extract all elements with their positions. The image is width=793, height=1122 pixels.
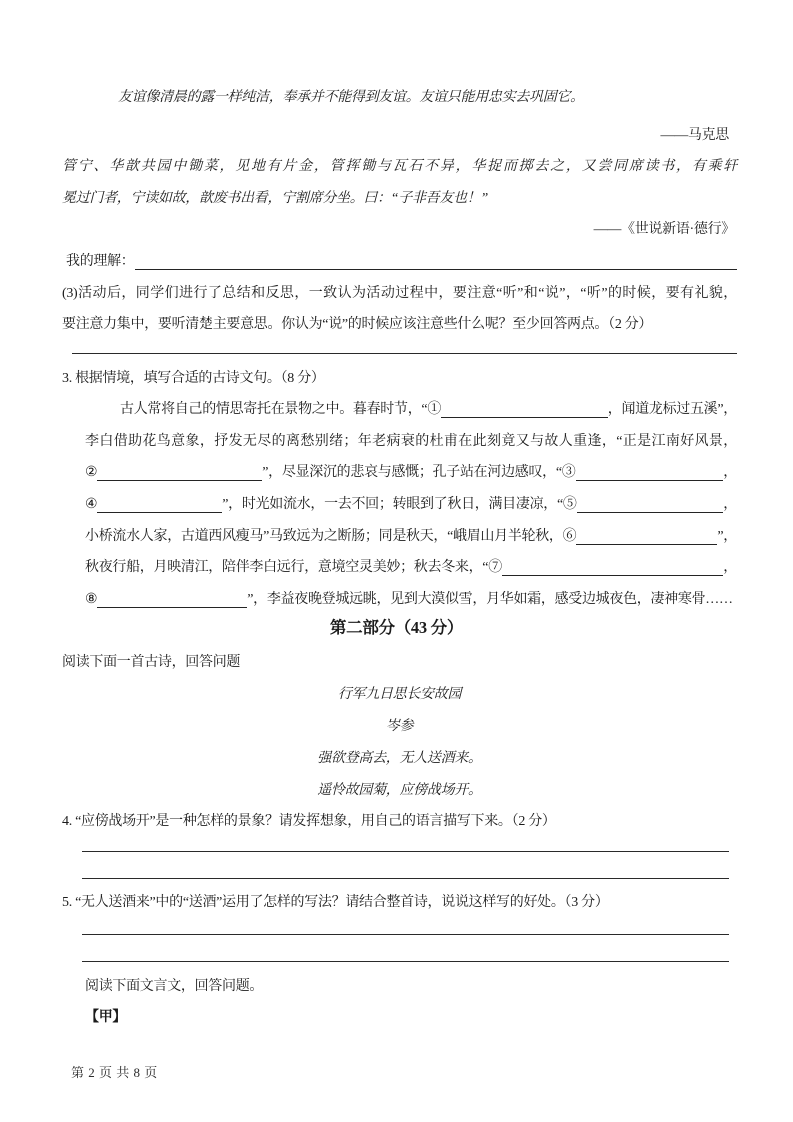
q3-line6-tail: ， <box>723 560 737 575</box>
understanding-label: 我的理解： <box>66 254 135 269</box>
understanding-blank <box>135 252 738 270</box>
poem-line-1: 强欲登高去，无人送酒来。 <box>317 751 482 766</box>
q3-line1-text: 古人常将自己的情思寄托在景物之中。暮春时节，“① <box>120 402 442 417</box>
fill-blank-5 <box>577 495 724 513</box>
poem-author: 岑参 <box>385 719 414 734</box>
question-5: 5. “无人送酒来”中的“送酒”运用了怎样的写法？请结合整首诗，说说这样写的好处。（3 分） <box>62 895 609 910</box>
q3-line6-text: 秋夜行船，月映清江，陪伴李白远行，意境空灵美妙；秋去冬来，“⑦ <box>85 560 502 575</box>
poem-title: 行军九日思长安故园 <box>337 687 462 702</box>
q3-line5 <box>85 527 737 547</box>
fill-blank-3 <box>576 463 724 481</box>
fill-blank-4 <box>97 495 222 513</box>
q3-line3-text: ”，尽显深沉的悲哀与感慨；孔子站在河边感叹，“③ <box>262 465 576 480</box>
guanning-passage-line1: 管宁、华歆共园中锄菜，见地有片金，管挥锄与瓦石不异，华捉而掷去之，又尝同席读书，有乘轩 <box>62 159 737 174</box>
q3-line7 <box>85 590 737 610</box>
answer-line <box>72 353 737 354</box>
q3-line4-text: ”，时光如流水，一去不回；转眼到了秋日，满目凄凉，“⑤ <box>222 497 577 512</box>
guanning-passage-line2: 冕过门者，宁读如故，歆废书出看，宁割席分坐。曰：“子非吾友也！” <box>62 191 488 206</box>
part2-heading: 第二部分（43 分） <box>329 618 464 637</box>
shishuo-attribution: ——《世说新语·德行》 <box>593 222 735 237</box>
answer-line <box>82 878 729 879</box>
activity-reflection-line1: (3)活动后，同学们进行了总结和反思，一致认为活动过程中，要注意“听”和“说”，“听”的时候，要有礼貌， <box>62 286 737 301</box>
fill-blank-1 <box>441 400 608 418</box>
q3-line4-num: ④ <box>85 497 98 512</box>
fill-blank-8 <box>97 590 247 608</box>
passage-jia-label: 【甲】 <box>85 1010 127 1025</box>
poem-line-2: 遥怜故园菊，应傍战场开。 <box>317 783 482 798</box>
q3-line3-tail: ， <box>723 465 737 480</box>
q3-line5-text: 小桥流水人家，古道西风瘦马”马致远为之断肠；同是秋天，“峨眉山月半轮秋，⑥ <box>85 529 577 544</box>
friendship-quote: 友谊像清晨的露一样纯洁，奉承并不能得到友谊。友谊只能用忠实去巩固它。 <box>118 90 584 105</box>
poem-intro: 阅读下面一首古诗，回答问题 <box>62 655 241 670</box>
q3-line7-num: ⑧ <box>85 592 98 607</box>
understanding-line <box>66 252 737 272</box>
q3-line4-tail: ， <box>723 497 737 512</box>
q3-line1-tail: ，闻道龙标过五溪”， <box>607 402 737 417</box>
q3-line3 <box>85 463 737 483</box>
wenyan-intro: 阅读下面文言文，回答问题。 <box>85 979 264 994</box>
answer-line <box>82 961 729 962</box>
marx-attribution: ——马克思 <box>660 128 729 143</box>
answer-line <box>82 934 729 935</box>
question-4: 4. “应傍战场开”是一种怎样的景象？请发挥想象，用自己的语言描写下来。（2 分） <box>62 814 556 829</box>
fill-blank-6 <box>576 527 717 545</box>
question-3-heading: 3. 根据情境，填写合适的古诗文句。（8 分） <box>62 371 325 386</box>
q3-line4 <box>85 495 737 515</box>
page-footer: 第 2 页 共 8 页 <box>71 1065 158 1080</box>
q3-line2: 李白借助花鸟意象，抒发无尽的离愁别绪；年老病衰的杜甫在此刻竟又与故人重逢，“正是江南好风景， <box>85 434 737 449</box>
fill-blank-7 <box>502 558 723 576</box>
q3-line5-tail: ”， <box>717 529 737 544</box>
q3-line6 <box>85 558 737 578</box>
q3-line3-num: ② <box>85 465 98 480</box>
q3-line7-text: ”，李益夜晚登城远眺，见到大漠似雪，月华如霜，感受边城夜色，凄神寒骨…… <box>247 592 733 607</box>
q3-line1 <box>120 400 737 420</box>
answer-line <box>82 851 729 852</box>
fill-blank-2 <box>97 463 262 481</box>
activity-reflection-line2: 要注意力集中，要听清楚主要意思。你认为“说”的时候应该注意些什么呢？至少回答两点。（2 分） <box>62 317 653 332</box>
